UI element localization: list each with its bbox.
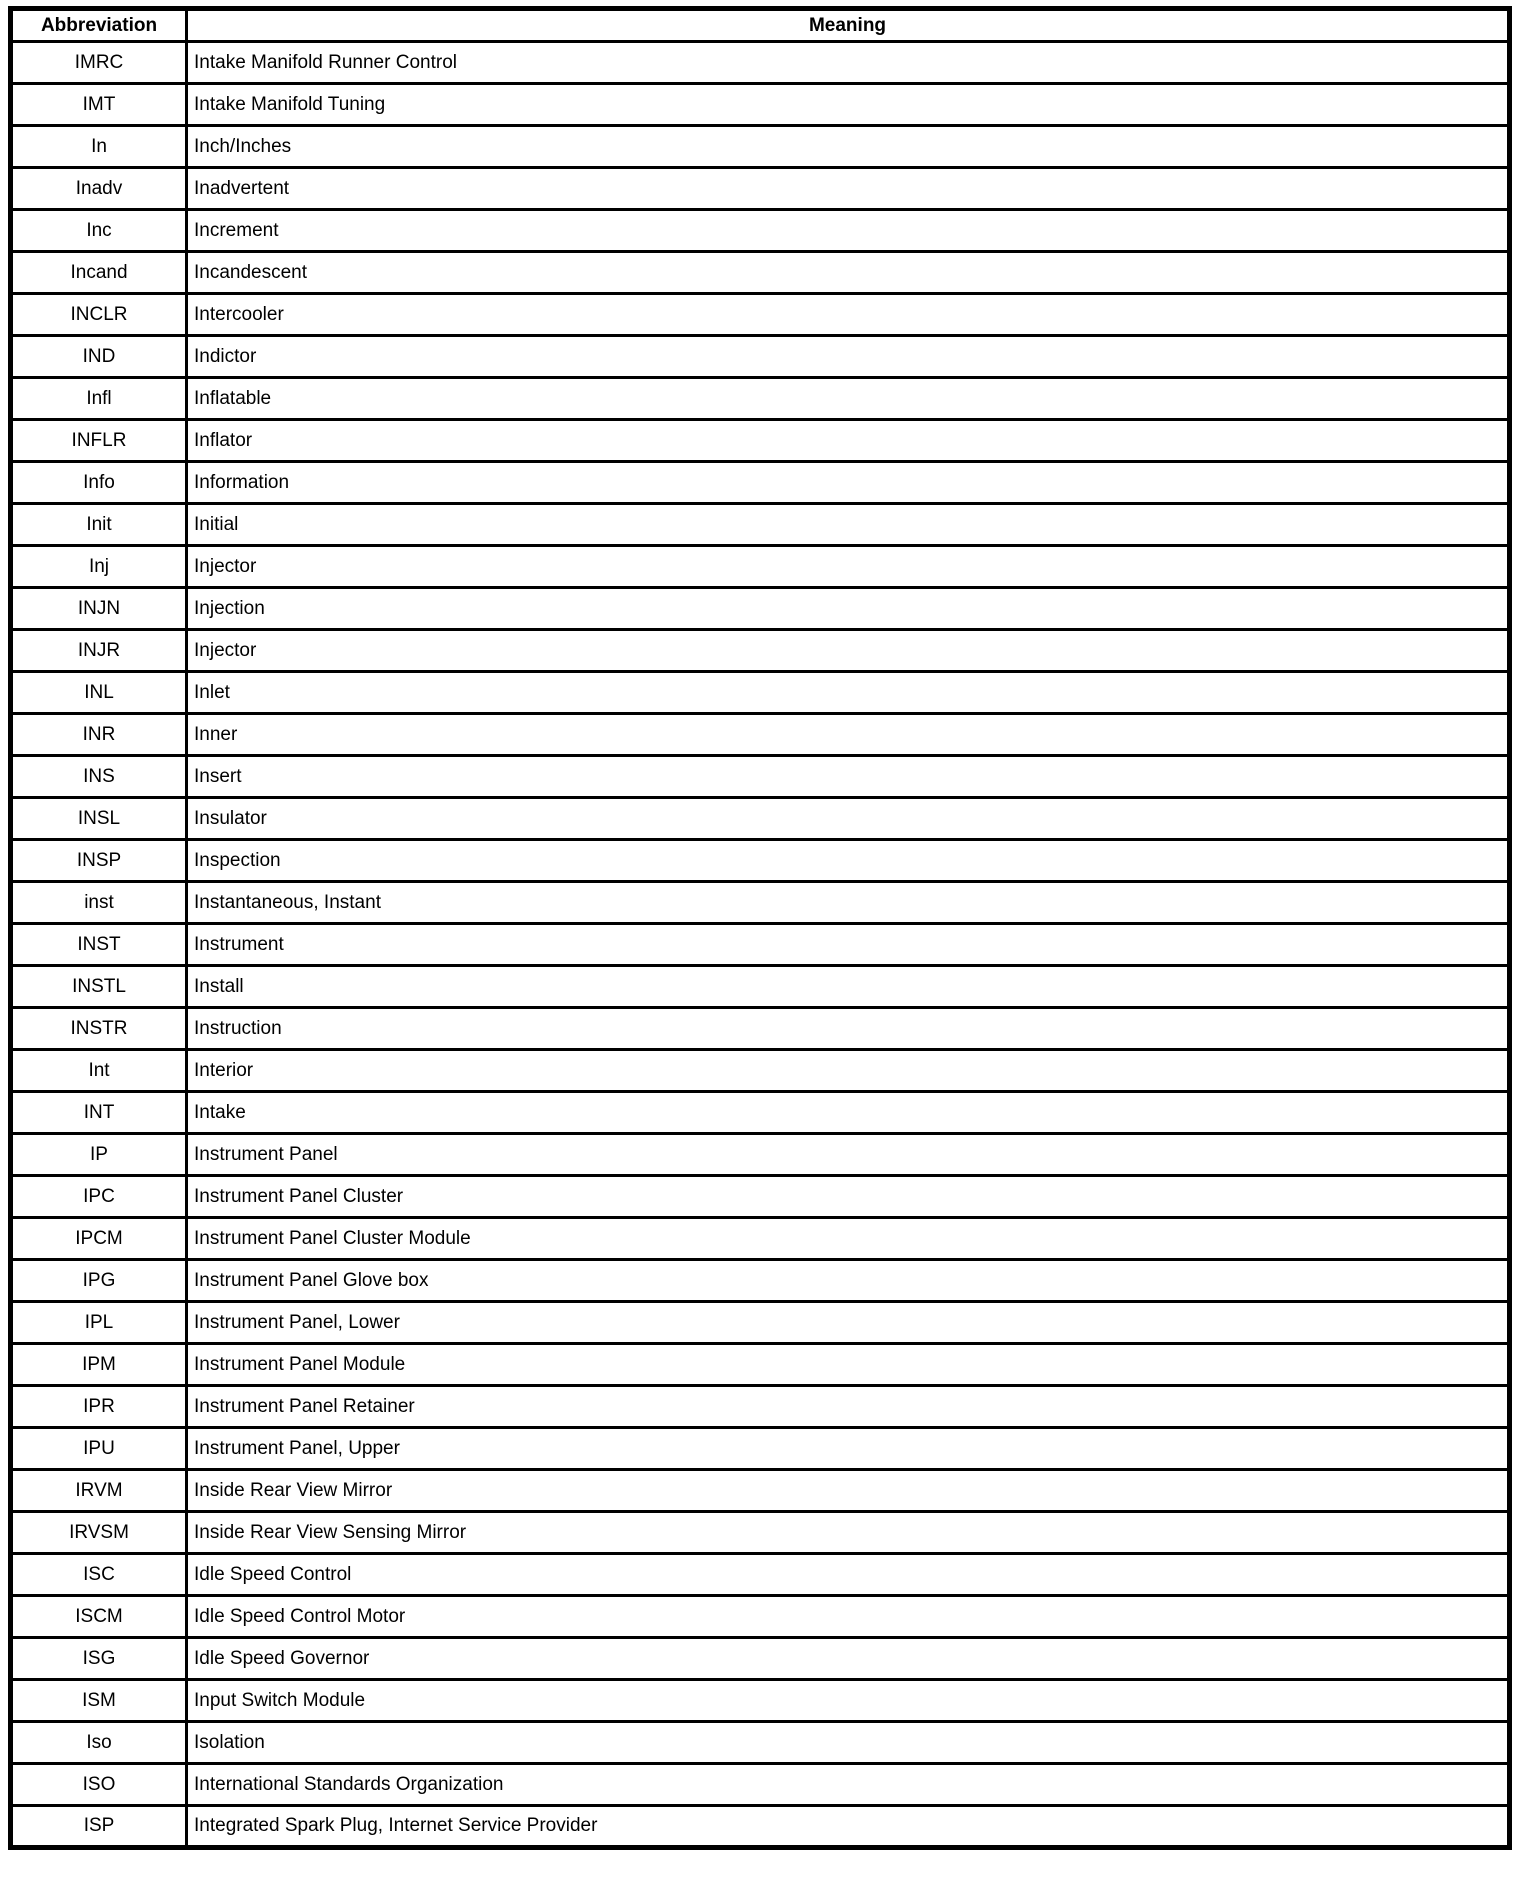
abbreviation-cell: Int: [11, 1050, 187, 1092]
table-row: [11, 672, 1510, 714]
meaning-cell: Intake Manifold Runner Control: [187, 42, 1510, 84]
table-row: [11, 714, 1510, 756]
meaning-cell: Indictor: [187, 336, 1510, 378]
meaning-cell: Instrument: [187, 924, 1510, 966]
abbreviation-cell: inst: [11, 882, 187, 924]
meaning-cell: Injector: [187, 630, 1510, 672]
abbreviation-cell: ISP: [11, 1806, 187, 1848]
abbreviation-cell: Inj: [11, 546, 187, 588]
table-row: [11, 1680, 1510, 1722]
table-row: [11, 252, 1510, 294]
abbreviation-cell: Incand: [11, 252, 187, 294]
meaning-cell: Interior: [187, 1050, 1510, 1092]
table-row: [11, 336, 1510, 378]
table-row: [11, 1008, 1510, 1050]
abbreviation-cell: Inadv: [11, 168, 187, 210]
table-row: [11, 504, 1510, 546]
meaning-cell: Instrument Panel: [187, 1134, 1510, 1176]
abbreviation-cell: INR: [11, 714, 187, 756]
table-row: [11, 462, 1510, 504]
table-row: [11, 756, 1510, 798]
abbreviation-cell: IPM: [11, 1344, 187, 1386]
table-row: [11, 588, 1510, 630]
abbreviation-cell: Inc: [11, 210, 187, 252]
abbreviation-cell: IP: [11, 1134, 187, 1176]
table-row: [11, 924, 1510, 966]
meaning-cell: Instrument Panel, Upper: [187, 1428, 1510, 1470]
meaning-cell: Incandescent: [187, 252, 1510, 294]
table-row: [11, 630, 1510, 672]
table-row: [11, 84, 1510, 126]
table-row: [11, 1806, 1510, 1848]
table-row: [11, 1596, 1510, 1638]
abbreviation-cell: INT: [11, 1092, 187, 1134]
meaning-cell: Information: [187, 462, 1510, 504]
abbreviation-cell: IRVM: [11, 1470, 187, 1512]
table-row: [11, 546, 1510, 588]
table-row: [11, 126, 1510, 168]
meaning-cell: Instrument Panel Glove box: [187, 1260, 1510, 1302]
meaning-cell: Input Switch Module: [187, 1680, 1510, 1722]
table-row: [11, 168, 1510, 210]
abbreviation-cell: IPU: [11, 1428, 187, 1470]
meaning-cell: Instrument Panel, Lower: [187, 1302, 1510, 1344]
meaning-cell: Inlet: [187, 672, 1510, 714]
table-row: [11, 1344, 1510, 1386]
header-row: [11, 9, 1510, 42]
abbreviation-cell: ISG: [11, 1638, 187, 1680]
meaning-cell: Inside Rear View Sensing Mirror: [187, 1512, 1510, 1554]
abbreviation-cell: INSL: [11, 798, 187, 840]
table-row: [11, 210, 1510, 252]
abbreviation-cell: INJN: [11, 588, 187, 630]
meaning-cell: International Standards Organization: [187, 1764, 1510, 1806]
table-row: [11, 378, 1510, 420]
meaning-cell: Instrument Panel Retainer: [187, 1386, 1510, 1428]
meaning-cell: Initial: [187, 504, 1510, 546]
abbreviation-cell: ISM: [11, 1680, 187, 1722]
table-row: [11, 1470, 1510, 1512]
meaning-cell: Idle Speed Governor: [187, 1638, 1510, 1680]
table-row: [11, 294, 1510, 336]
table-row: [11, 1260, 1510, 1302]
abbreviation-column-header: Abbreviation: [11, 9, 187, 42]
abbreviation-cell: ISCM: [11, 1596, 187, 1638]
table-row: [11, 966, 1510, 1008]
table-row: [11, 1176, 1510, 1218]
meaning-cell: Inner: [187, 714, 1510, 756]
meaning-cell: Isolation: [187, 1722, 1510, 1764]
abbreviation-cell: INSP: [11, 840, 187, 882]
table-row: [11, 1386, 1510, 1428]
abbreviation-cell: IPL: [11, 1302, 187, 1344]
abbreviation-cell: INSTR: [11, 1008, 187, 1050]
table-row: [11, 1512, 1510, 1554]
abbreviation-cell: INCLR: [11, 294, 187, 336]
meaning-cell: Increment: [187, 210, 1510, 252]
table-row: [11, 798, 1510, 840]
abbreviation-cell: Iso: [11, 1722, 187, 1764]
meaning-cell: Instrument Panel Cluster: [187, 1176, 1510, 1218]
meaning-column-header: Meaning: [187, 9, 1510, 42]
meaning-cell: Intake: [187, 1092, 1510, 1134]
abbreviation-cell: IMRC: [11, 42, 187, 84]
table-row: [11, 1302, 1510, 1344]
abbreviation-cell: INS: [11, 756, 187, 798]
abbreviation-cell: IMT: [11, 84, 187, 126]
table-row: [11, 1428, 1510, 1470]
meaning-cell: Instruction: [187, 1008, 1510, 1050]
abbreviation-cell: Info: [11, 462, 187, 504]
meaning-cell: Injection: [187, 588, 1510, 630]
meaning-cell: Intercooler: [187, 294, 1510, 336]
meaning-cell: Intake Manifold Tuning: [187, 84, 1510, 126]
meaning-cell: Idle Speed Control: [187, 1554, 1510, 1596]
abbreviation-cell: ISC: [11, 1554, 187, 1596]
abbreviation-cell: INSTL: [11, 966, 187, 1008]
meaning-cell: Injector: [187, 546, 1510, 588]
table-row: [11, 42, 1510, 84]
meaning-cell: Inadvertent: [187, 168, 1510, 210]
meaning-cell: Inflatable: [187, 378, 1510, 420]
abbreviation-cell: IND: [11, 336, 187, 378]
meaning-cell: Inside Rear View Mirror: [187, 1470, 1510, 1512]
abbreviation-cell: Infl: [11, 378, 187, 420]
meaning-cell: Idle Speed Control Motor: [187, 1596, 1510, 1638]
table-row: [11, 1050, 1510, 1092]
meaning-cell: Instantaneous, Instant: [187, 882, 1510, 924]
table-row: [11, 1554, 1510, 1596]
table-row: [11, 1638, 1510, 1680]
table-row: [11, 1218, 1510, 1260]
abbreviation-cell: IPG: [11, 1260, 187, 1302]
table-row: [11, 1134, 1510, 1176]
abbreviation-cell: IRVSM: [11, 1512, 187, 1554]
table-row: [11, 840, 1510, 882]
abbreviation-cell: ISO: [11, 1764, 187, 1806]
meaning-cell: Inch/Inches: [187, 126, 1510, 168]
meaning-cell: Insulator: [187, 798, 1510, 840]
meaning-cell: Inspection: [187, 840, 1510, 882]
abbreviation-cell: INST: [11, 924, 187, 966]
meaning-cell: Install: [187, 966, 1510, 1008]
meaning-cell: Instrument Panel Module: [187, 1344, 1510, 1386]
abbreviation-cell: INJR: [11, 630, 187, 672]
abbreviation-cell: IPC: [11, 1176, 187, 1218]
table-row: [11, 420, 1510, 462]
meaning-cell: Inflator: [187, 420, 1510, 462]
table-row: [11, 1764, 1510, 1806]
abbreviation-cell: INL: [11, 672, 187, 714]
meaning-cell: Insert: [187, 756, 1510, 798]
abbreviation-table: [8, 6, 1512, 1850]
table-row: [11, 1092, 1510, 1134]
abbreviation-cell: Init: [11, 504, 187, 546]
abbreviation-cell: IPCM: [11, 1218, 187, 1260]
abbreviation-cell: IPR: [11, 1386, 187, 1428]
meaning-cell: Instrument Panel Cluster Module: [187, 1218, 1510, 1260]
table-row: [11, 882, 1510, 924]
abbreviation-cell: In: [11, 126, 187, 168]
abbreviation-cell: INFLR: [11, 420, 187, 462]
table-row: [11, 1722, 1510, 1764]
meaning-cell: Integrated Spark Plug, Internet Service Provider: [187, 1806, 1510, 1848]
